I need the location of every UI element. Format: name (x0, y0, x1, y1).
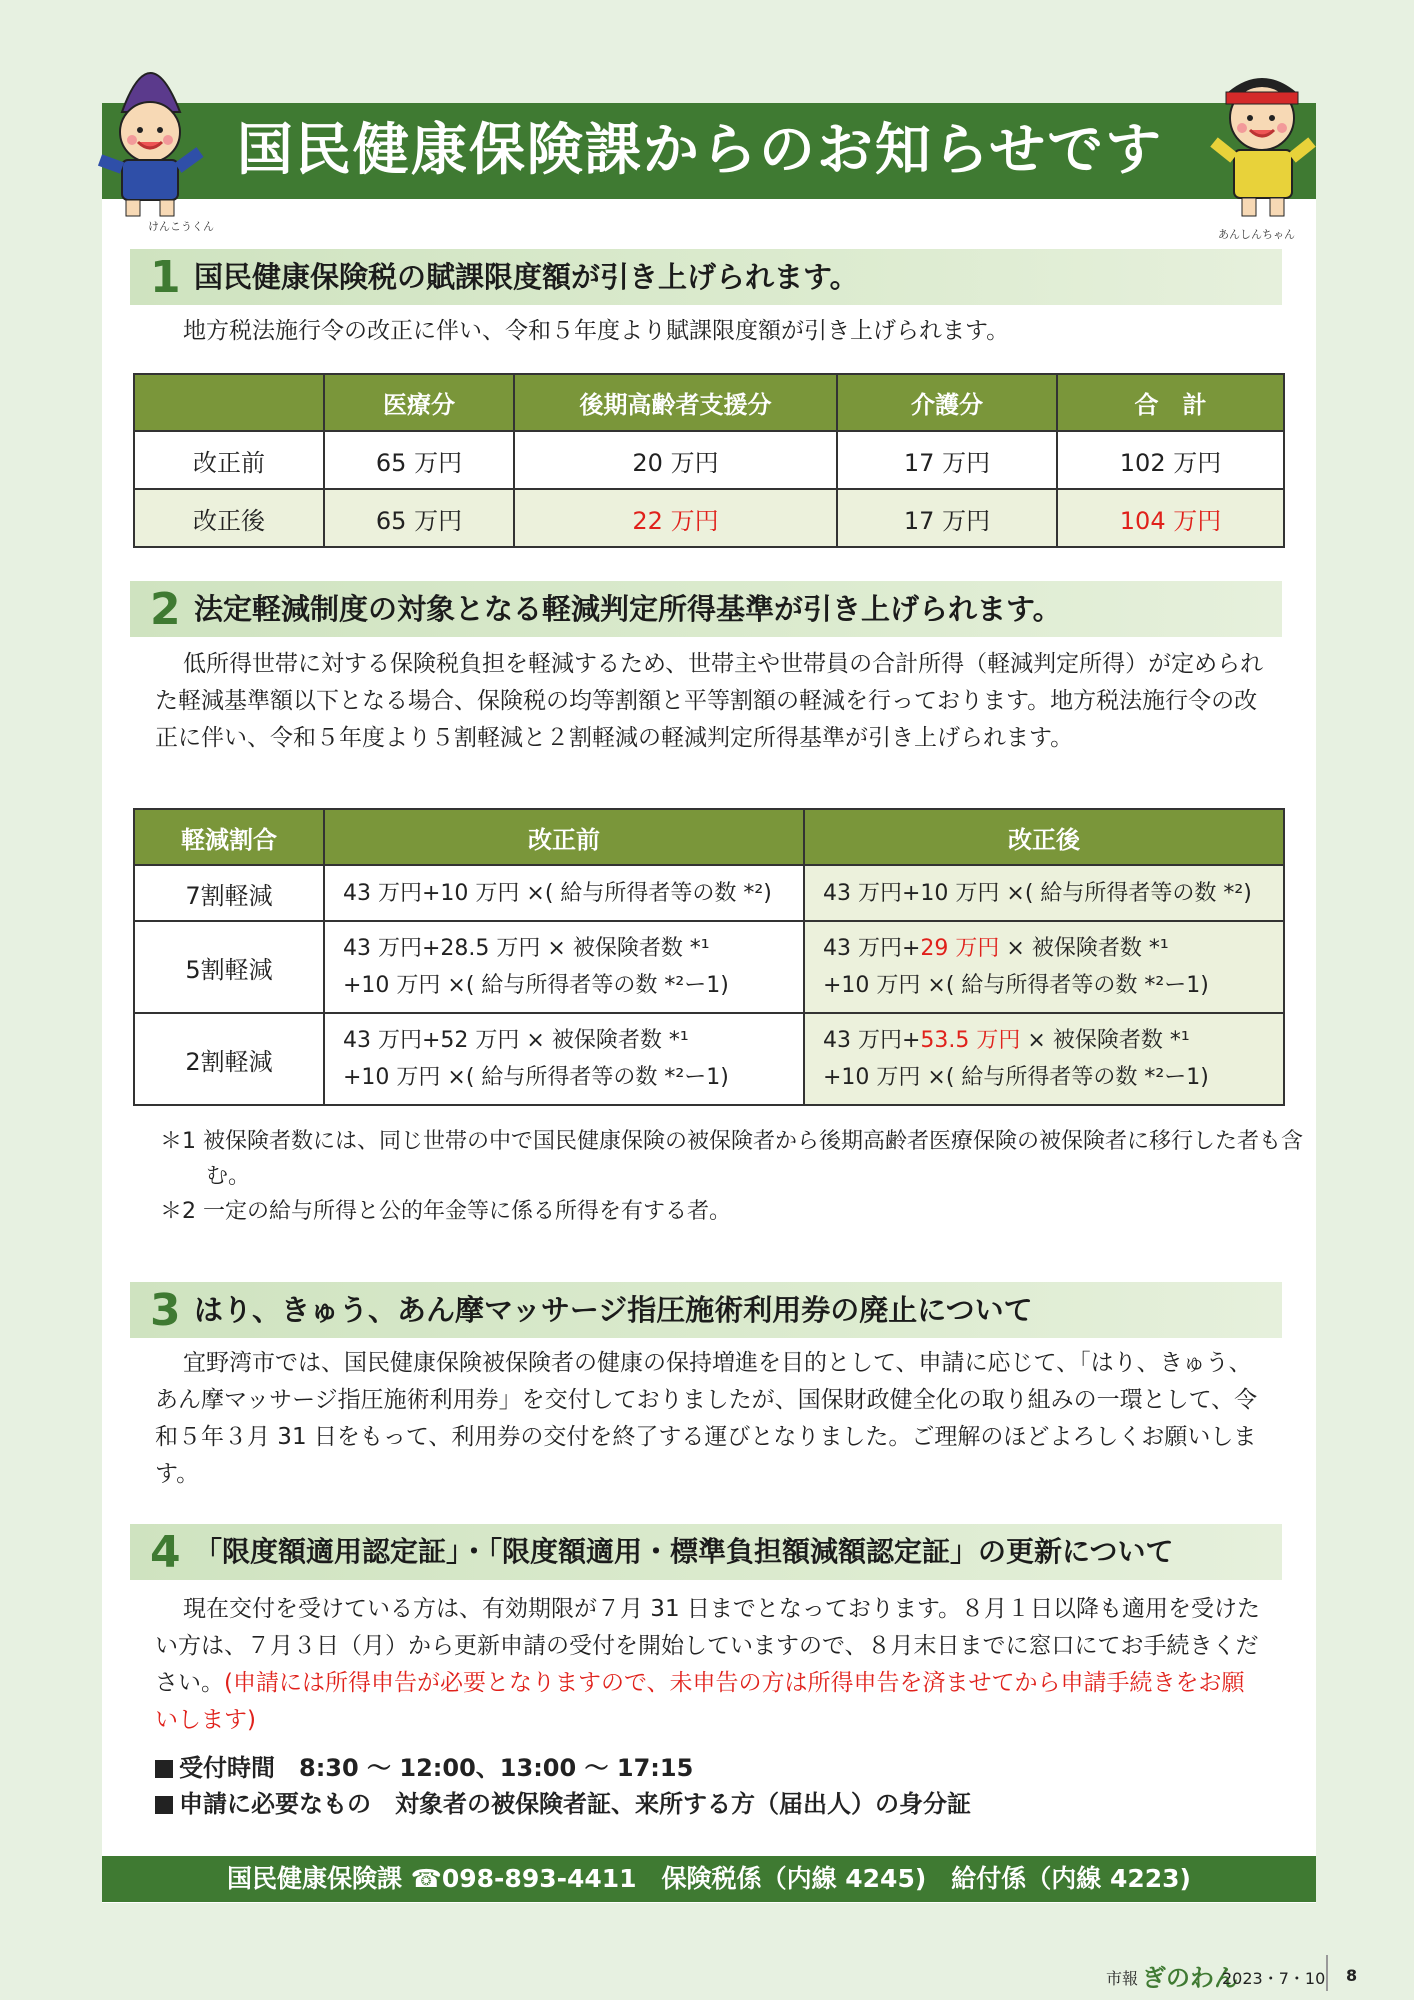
cell-care: 17 万円 (837, 431, 1057, 489)
cell-after-prefix: 43 万円+ (823, 936, 921, 961)
section-2-body: 低所得世帯に対する保険税負担を軽減するため、世帯主や世帯員の合計所得（軽減判定所得）が定められた軽減基準額以下となる場合、保険税の均等割額と平等割額の軽減を行っております。地方税法施行令の改正に伴い、令和５年度より５割軽減と２割軽減の軽減判定所得基準が引き上げられます。 (155, 651, 1264, 751)
section-3-heading (130, 1282, 1282, 1338)
limit-table-header-elderly-support: 後期高齢者支援分 (514, 374, 837, 431)
footnote-2-mark: ＊2 (160, 1199, 196, 1224)
section-4-body-note: (申請には所得申告が必要となりますので、未申告の方は所得申告を済ませてから申請手続きをお願いします) (155, 1670, 1245, 1733)
table-row (134, 431, 1284, 489)
cell-after-prefix: 43 万円+ (823, 1028, 921, 1053)
section-1-title: 国民健康保険税の賦課限度額が引き上げられます。 (194, 260, 859, 294)
page-number: 8 (1346, 1966, 1358, 1985)
cell-before-line2: +10 万円 ×( 給与所得者等の数 *²ー1) (343, 1065, 729, 1090)
row-label: 2割軽減 (134, 1013, 324, 1105)
cell-before: 43 万円+10 万円 ×( 給与所得者等の数 *²) (324, 865, 804, 921)
section-3-body: 宜野湾市では、国民健康保険被保険者の健康の保持増進を目的として、申請に応じて、「はり、きゅう、あん摩マッサージ指圧施術利用券」を交付しておりましたが、国保財政健全化の取り組みの一環として、令和５年３月 31 日をもって、利用券の交付を終了する運びとなりました。ご理解のほどよろしくお願いします。 (155, 1350, 1258, 1487)
section-4-title: 「限度額適用認定証」・「限度額適用・標準負担額減額認定証」の更新について (194, 1535, 1174, 1568)
reception-hours-label: 受付時間 (179, 1754, 275, 1782)
footnote-2-text: 一定の給与所得と公的年金等に係る所得を有する者。 (203, 1199, 732, 1224)
reduction-table-header-after: 改正後 (804, 809, 1284, 865)
cell-after-suffix: × 被保険者数 *¹ (999, 936, 1169, 961)
cell-before-line2: +10 万円 ×( 給与所得者等の数 *²ー1) (343, 973, 729, 998)
row-label: 5割軽減 (134, 921, 324, 1013)
publication-prefix: 市報 (1106, 1969, 1139, 1988)
section-1-number: 1 (150, 252, 181, 303)
section-4-number: 4 (150, 1527, 181, 1578)
cell-elderly-support: 22 万円 (514, 489, 837, 547)
table-row (134, 921, 1284, 1013)
cell-total: 104 万円 (1057, 489, 1284, 547)
row-label: 改正後 (134, 489, 324, 547)
cell-before-line1: 43 万円+52 万円 × 被保険者数 *¹ (343, 1028, 689, 1053)
section-1-heading (130, 249, 1282, 305)
row-label: 改正前 (134, 431, 324, 489)
cell-care: 17 万円 (837, 489, 1057, 547)
cell-medical: 65 万円 (324, 489, 514, 547)
table-row (134, 489, 1284, 547)
contact-footer-text: 国民健康保険課 ☎098-893-4411 保険税係（内線 4245) 給付係（内線 4223) (227, 1864, 1191, 1893)
footnote-2 (160, 1194, 1280, 1229)
reduction-table (133, 808, 1285, 1106)
section-3-number: 3 (150, 1285, 181, 1336)
page-divider (1326, 1955, 1328, 1991)
cell-medical: 65 万円 (324, 431, 514, 489)
kenkou-kun-mascot-image (92, 42, 210, 220)
mascot-caption-right: あんしんちゃん (1218, 228, 1295, 241)
section-4-heading (130, 1524, 1282, 1580)
reduction-table-header-ratio: 軽減割合 (134, 809, 324, 865)
publication-date: 2023・7・10 (1222, 1969, 1326, 1988)
section-3-title: はり、きゅう、あん摩マッサージ指圧施術利用券の廃止について (194, 1293, 1033, 1327)
publication-name: ぎのわん (1142, 1964, 1238, 1992)
cell-after-changed-value: 53.5 万円 (920, 1028, 1021, 1053)
limit-table-header-care: 介護分 (837, 374, 1057, 431)
limit-table-header-medical: 医療分 (324, 374, 514, 431)
cell-before-line1: 43 万円+28.5 万円 × 被保険者数 *¹ (343, 936, 710, 961)
table-row (134, 865, 1284, 921)
limit-table-header-total: 合 計 (1057, 374, 1284, 431)
section-2-title: 法定軽減制度の対象となる軽減判定所得基準が引き上げられます。 (194, 592, 1062, 626)
cell-after (804, 1013, 1284, 1105)
required-items (155, 1784, 971, 1819)
limit-table (133, 373, 1285, 548)
section-2-number: 2 (150, 584, 181, 635)
section-4-body-text: 現在交付を受けている方は、有効期限が７月 31 日までとなっております。８月１日以降も適用を受けたい方は、７月３日（月）から更新申請の受付を開始していますので、８月末日までに窓口にてお手続きください。 (155, 1596, 1261, 1696)
section-1-body: 地方税法施行令の改正に伴い、令和５年度より賦課限度額が引き上げられます。 (183, 318, 1010, 344)
cell-after-line2: +10 万円 ×( 給与所得者等の数 *²ー1) (823, 1065, 1209, 1090)
cell-after-suffix: × 被保険者数 *¹ (1020, 1028, 1190, 1053)
cell-before (324, 921, 804, 1013)
cell-after-line1 (823, 1022, 1283, 1059)
section-4-body (155, 1591, 1265, 1739)
square-bullet-icon (155, 1796, 173, 1814)
page-title: 国民健康保険課からのお知らせです (236, 118, 1164, 183)
footnote-1-mark: ＊1 (160, 1129, 196, 1154)
cell-after-line1 (823, 930, 1283, 967)
footnote-1 (160, 1124, 1326, 1194)
section-2-heading (130, 581, 1282, 637)
anshin-chan-mascot-image (1204, 62, 1322, 230)
table-row (134, 1013, 1284, 1105)
footnote-1-text: 被保険者数には、同じ世帯の中で国民健康保険の被保険者から後期高齢者医療保険の被保険者に移行した者も含む。 (203, 1129, 1304, 1189)
cell-total: 102 万円 (1057, 431, 1284, 489)
cell-before (324, 1013, 804, 1105)
cell-after-line2: +10 万円 ×( 給与所得者等の数 *²ー1) (823, 973, 1209, 998)
cell-after-changed-value: 29 万円 (920, 936, 1000, 961)
required-items-value: 対象者の被保険者証、来所する方（届出人）の身分証 (395, 1790, 971, 1818)
square-bullet-icon (155, 1760, 173, 1778)
row-label: 7割軽減 (134, 865, 324, 921)
reception-hours (155, 1748, 693, 1783)
reception-hours-value: 8:30 〜 12:00、13:00 〜 17:15 (299, 1754, 694, 1782)
reduction-table-header-before: 改正前 (324, 809, 804, 865)
cell-after: 43 万円+10 万円 ×( 給与所得者等の数 *²) (804, 865, 1284, 921)
required-items-label: 申請に必要なもの (179, 1790, 371, 1818)
mascot-caption-left: けんこうくん (148, 220, 214, 233)
limit-table-header-blank (134, 374, 324, 431)
cell-after (804, 921, 1284, 1013)
cell-elderly-support: 20 万円 (514, 431, 837, 489)
